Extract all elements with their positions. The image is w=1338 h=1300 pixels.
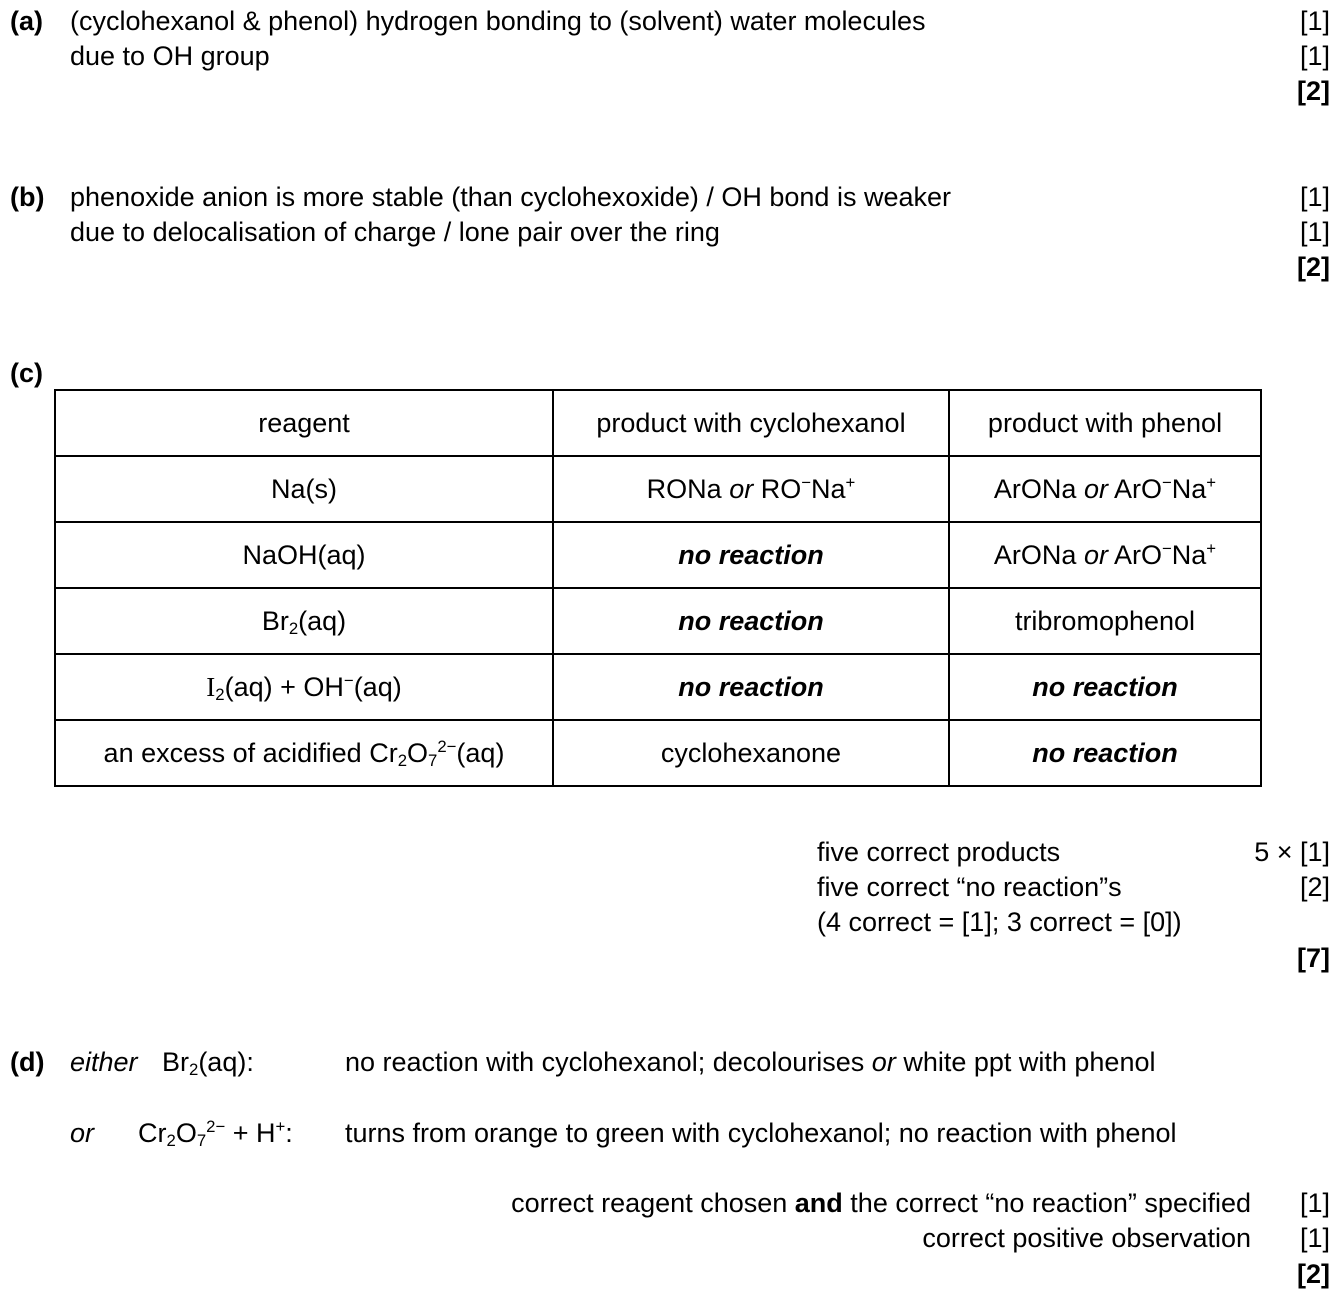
part-a-label: (a) bbox=[10, 6, 43, 36]
cyclohexanol-product-cell: no reaction bbox=[553, 588, 949, 654]
scheme-line1-mark: 5 × [1] bbox=[1254, 837, 1330, 867]
either-word: either bbox=[70, 1047, 138, 1077]
cyclohexanol-product-cell: no reaction bbox=[553, 654, 949, 720]
table-header-row bbox=[55, 390, 1261, 456]
header-cyclohexanol: product with cyclohexanol bbox=[553, 390, 949, 456]
phenol-product-cell: ArONa or ArO−Na+ bbox=[949, 456, 1261, 522]
part-b-label: (b) bbox=[10, 182, 45, 212]
cyclohexanol-product-cell: cyclohexanone bbox=[553, 720, 949, 786]
part-a-total: [2] bbox=[1297, 76, 1330, 106]
reagent2: $Cr_2O_7^{2-} + H^+$: bbox=[138, 1116, 293, 1151]
mark-line1: correct reagent chosen and the correct “no reaction” specified bbox=[511, 1188, 1251, 1218]
reagent1: $Br_2(aq)$: bbox=[162, 1047, 254, 1080]
table-row bbox=[55, 720, 1261, 786]
part-a-line2-mark: [1] bbox=[1299, 41, 1330, 71]
reagent-table bbox=[54, 389, 1262, 787]
part-a-line1: (cyclohexanol & phenol) hydrogen bonding to (solvent) water molecules bbox=[70, 6, 926, 36]
part-b-line2: due to delocalisation of charge / lone pair over the ring bbox=[70, 217, 720, 247]
reagent-cell: NaOH(aq) bbox=[55, 522, 553, 588]
part-b-line1-mark: [1] bbox=[1299, 182, 1330, 212]
reagent-cell: $Br_2(aq)$ bbox=[55, 588, 553, 654]
phenol-product-cell: tribromophenol bbox=[949, 588, 1261, 654]
reagent-cell: Na(s) bbox=[55, 456, 553, 522]
table-row bbox=[55, 654, 1261, 720]
observation2: turns from orange to green with cyclohexanol; no reaction with phenol bbox=[345, 1118, 1177, 1148]
part-a-line2: due to OH group bbox=[70, 41, 270, 71]
part-d-total: [2] bbox=[1297, 1259, 1330, 1289]
part-b-line1: phenoxide anion is more stable (than cyclohexoxide) / OH bond is weaker bbox=[70, 182, 951, 212]
table-row bbox=[55, 522, 1261, 588]
part-b-line2-mark: [1] bbox=[1299, 217, 1330, 247]
reagent-cell: an excess of acidified $Cr_2O_7^{2-}(aq)$ bbox=[55, 720, 553, 786]
part-c-total: [7] bbox=[1297, 943, 1330, 973]
mark-line2-mark: [1] bbox=[1299, 1223, 1330, 1253]
reagent-cell: $I_2(aq) + OH^-(aq)$ bbox=[55, 654, 553, 720]
part-d-label: (d) bbox=[10, 1047, 45, 1077]
phenol-product-cell: no reaction bbox=[949, 654, 1261, 720]
phenol-product-cell: ArONa or ArO−Na+ bbox=[949, 522, 1261, 588]
cyclohexanol-product-cell: RONa or RO−Na+ bbox=[553, 456, 949, 522]
mark-line1-mark: [1] bbox=[1299, 1188, 1330, 1218]
table-row bbox=[55, 456, 1261, 522]
header-reagent: reagent bbox=[55, 390, 553, 456]
phenol-product-cell: no reaction bbox=[949, 720, 1261, 786]
table-row bbox=[55, 588, 1261, 654]
cyclohexanol-product-cell: no reaction bbox=[553, 522, 949, 588]
part-b-total: [2] bbox=[1297, 252, 1330, 282]
mark-line2: correct positive observation bbox=[922, 1223, 1251, 1253]
scheme-line3: (4 correct = [1]; 3 correct = [0]) bbox=[817, 907, 1182, 937]
header-phenol: product with phenol bbox=[949, 390, 1261, 456]
part-a-line1-mark: [1] bbox=[1299, 6, 1330, 36]
scheme-line2-mark: [2] bbox=[1299, 872, 1330, 902]
observation1: no reaction with cyclohexanol; decolourises or white ppt with phenol bbox=[345, 1047, 1156, 1077]
part-c-label: (c) bbox=[10, 358, 43, 388]
scheme-line1: five correct products bbox=[817, 837, 1061, 867]
or-word: or bbox=[70, 1118, 95, 1148]
scheme-line2: five correct “no reaction”s bbox=[817, 872, 1122, 902]
